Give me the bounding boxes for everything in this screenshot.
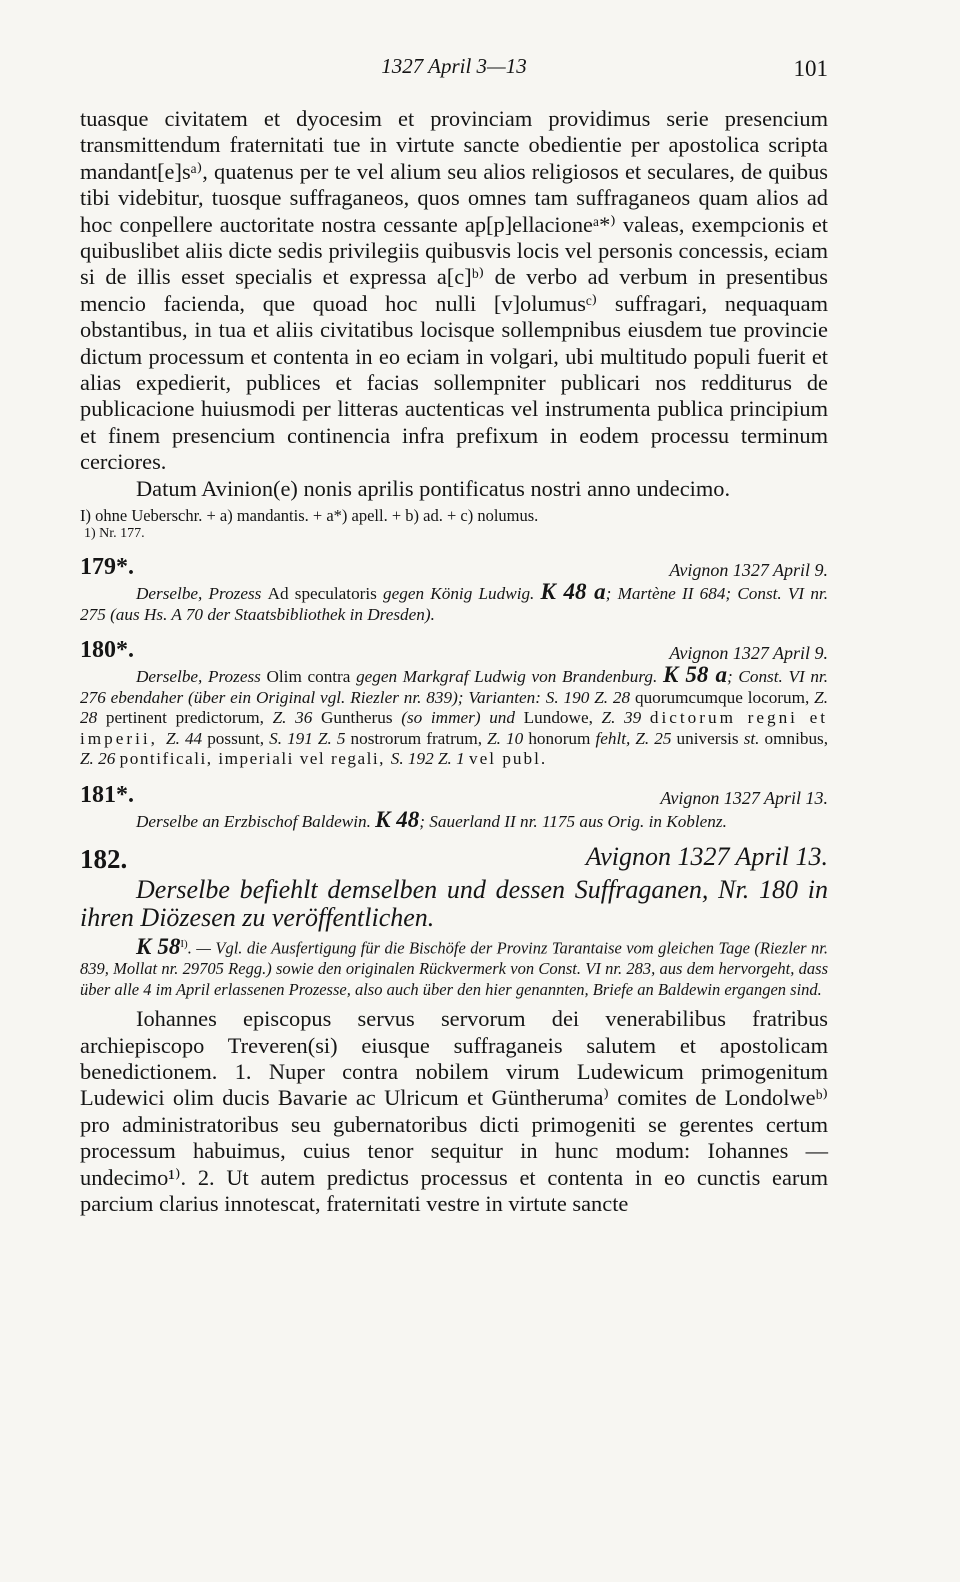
entry-180: [80, 635, 828, 770]
entry-number: 180*.: [80, 637, 134, 664]
footnote-reference: 1) Nr. 177.: [84, 526, 145, 542]
continuation-text: [80, 106, 828, 502]
entry-place-date: Avignon 1327 April 9.: [669, 643, 828, 664]
footnote-variants: I) ohne Ueberschr. + a) mandantis. + a*) apell. + b) ad. + c) nolumus.: [80, 506, 539, 526]
entry-181: [80, 780, 828, 833]
entry-number: 181*.: [80, 781, 134, 808]
entry-place-date: Avignon 1327 April 9.: [669, 560, 828, 581]
entry-text: Iohannes episcopus servus servorum dei venerabilibus fratribus archiepiscopo Treveren(si) eiusque suffraganeis salutem et apostolicam benedictionem. 1. Nuper contra nobilem virum Ludewicum primogenitum Ludewici olim ducis Bavarie ac Ulricum et Güntheruma⁾ comites de Londolweᵇ⁾ pro administratoribus seu gubernatoribus dicti primogeniti se gerentes certum processum habuimus, cuius tenor sequitur in hunc modum: Iohannes — undecimo¹⁾. 2. Ut autem predictus processus et contenta in eo cunctis earum parcium clarius innotescat, fraternitati vestre in virtute sancte: [80, 1006, 828, 1216]
continuation-paragraph: tuasque civitatem et dyocesim et provinciam providimus serie presencium transmittendum fraternitati tue in virtute sancte obedientie per apostolica scripta mandant[e]sᵃ⁾, quatenus per te vel alium seu alios religiosos et seculares, de quibus tibi videbitur, tuosque suffraganeos, quos omnes tam suffraganeos quam alios ad hoc conpellere auctoritate nostra cessante ap[p]ellacioneᵃ*⁾ valeas, exempcionis et quibuslibet aliis dicte sedis privilegiis quibusvis locis vel personis concessis, eciam si de illis esset specialis et expressa a[c]ᵇ⁾ de verbo ad verbum in presentibus mencio facienda, que quoad hoc nulli [v]olumusᶜ⁾ suffragari, nequaquam obstantibus, in tua et aliis civitatibus locisque sollempnibus eiusdem tue provincie dictum processum et contenta in eo eciam in volgari, ubi multitudo populi fuerit et alias expedierit, publices et facias sollempniter publicari nos redditurus de publicacione huiusmodi per litteras auctenticas vel instrumenta publica principium et finem presencium continencia infra prefixum in eodem processu terminum cerciores.: [80, 106, 828, 475]
entry-place-date: Avignon 1327 April 13.: [585, 842, 828, 872]
entry-regest: Derselbe, Prozess Olim contra gegen Markgraf Ludwig von Brandenburg. K 58 a; Const. VI nr. 276 ebendaher (über ein Original vgl. Riezler nr. 839); Varianten: S. 190 Z. 28 quorumcumque locorum, Z. 28 pertinent predictorum, Z. 36 Guntherus (so immer) und Lundowe, Z. 39 dictorum regni et imperii, Z. 44 possunt, S. 191 Z. 5 nostrorum fratrum, Z. 10 honorum fehlt, Z. 25 universis st. omnibus, Z. 26 pontificali, imperiali vel regali, S. 192 Z. 1 vel publ.: [80, 662, 829, 769]
entry-number: 182.: [80, 844, 128, 875]
page-body: [80, 106, 828, 1217]
entry-place-date: Avignon 1327 April 13.: [660, 787, 828, 808]
running-title: 1327 April 3—13: [381, 54, 527, 78]
page-number: 101: [793, 56, 828, 81]
entry-number: 179*.: [80, 554, 134, 581]
entry-regest: Derselbe, Prozess Ad speculatoris gegen König Ludwig. K 48 a; Martène II 684; Const. VI nr. 275 (aus Hs. A 70 der Staatsbibliothek in Dresden).: [80, 579, 828, 624]
entry-summary: Derselbe befiehlt demselben und dessen Suffraganen, Nr. 180 in ihren Diözesen zu veröffentlichen.: [80, 875, 828, 933]
entry-note: K $58^{I)}$. — Vgl. die Ausfertigung für die Bischöfe der Provinz Tarantaise vom gleichen Tage (Riezler nr. 839, Mollat nr. 29705 Regg.) sowie den originalen Rückvermerk von Const. VI nr. 283, aus dem hervorgeht, dass über alle 4 im April erlassenen Prozesse, also auch über den hier genannten, Briefe an Baldewin ergangen sind.: [80, 933, 828, 999]
entry-179: [80, 552, 828, 625]
page-header: [80, 54, 828, 86]
entry-regest: Derselbe an Erzbischof Baldewin. K 48; Sauerland II nr. 1175 aus Orig. in Koblenz.: [136, 806, 727, 832]
datum-line: Datum Avinion(e) nonis aprilis pontificatus nostri anno undecimo.: [136, 475, 731, 501]
entry-182: [80, 842, 828, 1217]
